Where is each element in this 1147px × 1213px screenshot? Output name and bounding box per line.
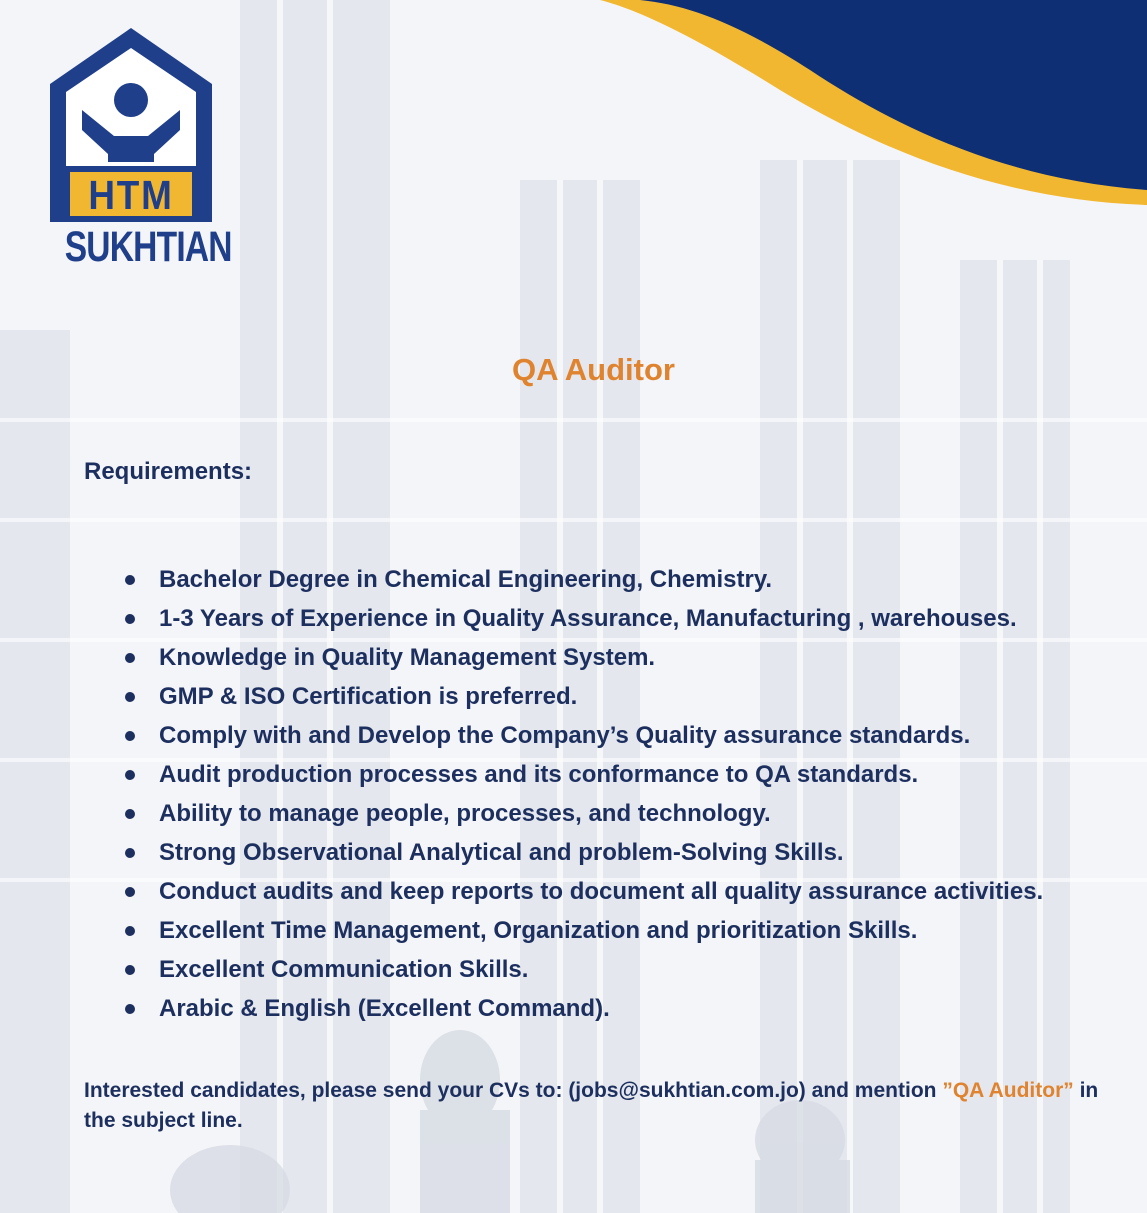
requirement-item — [122, 913, 1043, 952]
requirement-text: Conduct audits and keep reports to document all quality assurance activities. — [159, 878, 1044, 905]
requirement-text: Excellent Time Management, Organization and prioritization Skills. — [159, 917, 918, 944]
bullet-icon — [125, 926, 135, 936]
bullet-icon — [125, 692, 135, 702]
requirement-text: Ability to manage people, processes, and technology. — [159, 800, 771, 827]
requirement-item — [122, 991, 1043, 1030]
requirement-item — [122, 952, 1043, 991]
requirement-item — [122, 757, 1043, 796]
logo-htm-text: HTM — [88, 172, 174, 218]
bullet-icon — [125, 575, 135, 585]
instructions-text: Interested candidates, please send your CVs to: (jobs@sukhtian.com.jo) and mention — [84, 1079, 943, 1102]
requirement-text: Audit production processes and its conformance to QA standards. — [159, 761, 919, 788]
requirement-text: 1-3 Years of Experience in Quality Assurance, Manufacturing , warehouses. — [159, 605, 1017, 632]
job-title: QA Auditor — [511, 352, 675, 387]
requirement-item — [122, 640, 1043, 679]
requirement-text: Excellent Communication Skills. — [159, 956, 529, 983]
requirement-item — [122, 718, 1043, 757]
requirement-item — [122, 562, 1043, 601]
bullet-icon — [125, 887, 135, 897]
bullet-icon — [125, 965, 135, 975]
bullet-icon — [125, 809, 135, 819]
requirement-text: GMP & ISO Certification is preferred. — [159, 683, 578, 710]
bullet-icon — [125, 731, 135, 741]
subject-line-highlight: ”QA Auditor” — [942, 1079, 1074, 1102]
requirement-item — [122, 835, 1043, 874]
bullet-icon — [125, 770, 135, 780]
requirement-item — [122, 796, 1043, 835]
requirements-list — [122, 562, 1043, 1030]
requirement-text: Comply with and Develop the Company’s Quality assurance standards. — [159, 722, 971, 749]
bullet-icon — [125, 653, 135, 663]
requirement-item — [122, 679, 1043, 718]
application-instructions — [84, 1076, 1124, 1136]
requirement-text: Strong Observational Analytical and problem-Solving Skills. — [159, 839, 844, 866]
bullet-icon — [125, 1004, 135, 1014]
bullet-icon — [125, 614, 135, 624]
requirement-item — [122, 874, 1043, 913]
requirement-text: Bachelor Degree in Chemical Engineering, Chemistry. — [159, 566, 773, 593]
instructions-text-end: in the subject line. — [84, 1079, 1099, 1132]
logo-wordmark: SUKHTIAN — [64, 223, 232, 271]
requirement-item — [122, 601, 1043, 640]
requirement-text: Knowledge in Quality Management System. — [159, 644, 656, 671]
requirement-text: Arabic & English (Excellent Command). — [159, 995, 610, 1022]
requirements-heading: Requirements: — [84, 458, 253, 485]
bullet-icon — [125, 848, 135, 858]
